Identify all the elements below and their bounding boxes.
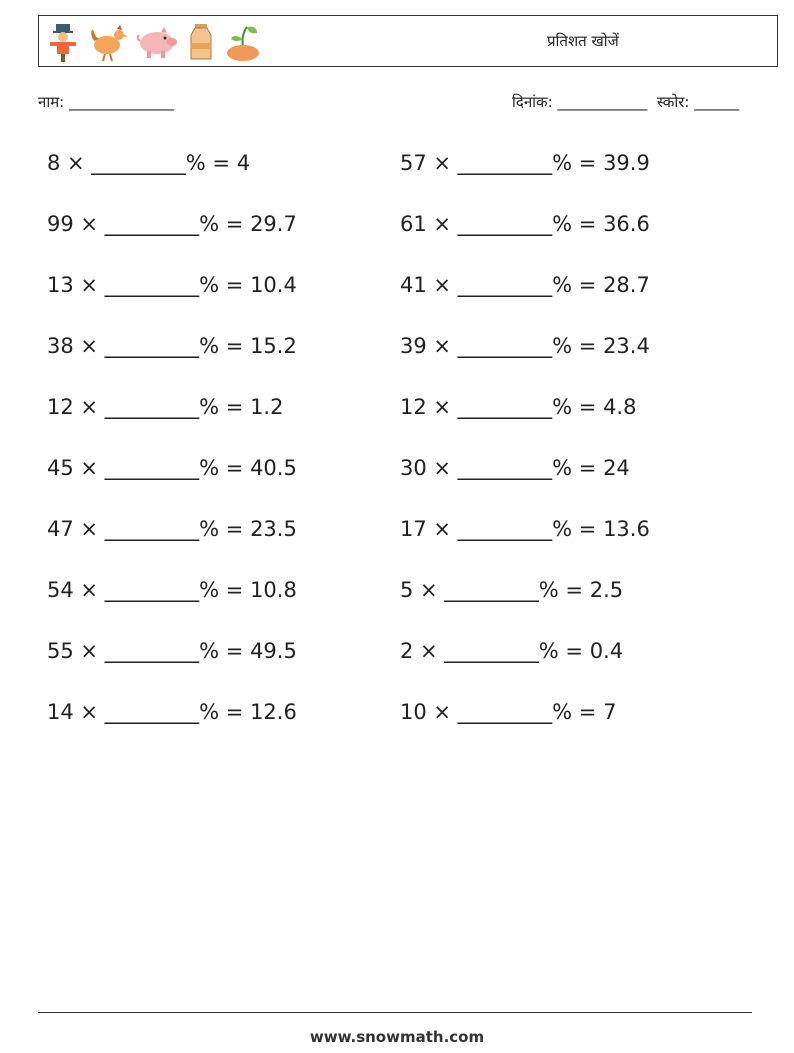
problem-left-2: 99 × _________% = 29.7 xyxy=(47,212,297,236)
problem-right-2: 61 × _________% = 36.6 xyxy=(400,212,650,236)
problem-left-1: 8 × _________% = 4 xyxy=(47,151,251,175)
problem-left-4: 38 × _________% = 15.2 xyxy=(47,334,297,358)
problem-left-3: 13 × _________% = 10.4 xyxy=(47,273,297,297)
pig-icon xyxy=(135,21,179,63)
score-label: स्कोर: xyxy=(656,93,690,111)
problem-left-9: 55 × _________% = 49.5 xyxy=(47,639,297,663)
problem-right-6: 30 × _________% = 24 xyxy=(400,456,630,480)
name-field xyxy=(38,92,174,112)
scarecrow-icon xyxy=(45,21,81,63)
name-label: नाम: xyxy=(38,93,65,111)
problem-right-9: 2 × _________% = 0.4 xyxy=(400,639,624,663)
date-blank: ____________ xyxy=(557,93,648,111)
worksheet-header xyxy=(38,15,778,67)
problem-left-5: 12 × _________% = 1.2 xyxy=(47,395,284,419)
date-score-field xyxy=(512,92,739,112)
header-icons xyxy=(45,20,263,64)
footer-site: www.snowmath.com xyxy=(309,1028,485,1046)
score-blank: ______ xyxy=(694,93,740,111)
worksheet-title: प्रतिशत खोजें xyxy=(547,32,619,50)
name-blank: ______________ xyxy=(69,93,175,111)
milk-jug-icon xyxy=(185,21,217,63)
problem-right-4: 39 × _________% = 23.4 xyxy=(400,334,650,358)
problem-left-6: 45 × _________% = 40.5 xyxy=(47,456,297,480)
problem-left-10: 14 × _________% = 12.6 xyxy=(47,700,297,724)
rooster-icon xyxy=(87,21,129,63)
date-label: दिनांक: xyxy=(512,93,553,111)
sprout-icon xyxy=(223,21,263,63)
problem-right-10: 10 × _________% = 7 xyxy=(400,700,617,724)
problem-right-3: 41 × _________% = 28.7 xyxy=(400,273,650,297)
problem-right-1: 57 × _________% = 39.9 xyxy=(400,151,650,175)
problem-right-5: 12 × _________% = 4.8 xyxy=(400,395,637,419)
problem-left-7: 47 × _________% = 23.5 xyxy=(47,517,297,541)
problem-left-8: 54 × _________% = 10.8 xyxy=(47,578,297,602)
problem-right-8: 5 × _________% = 2.5 xyxy=(400,578,624,602)
problem-right-7: 17 × _________% = 13.6 xyxy=(400,517,650,541)
footer-divider xyxy=(38,1012,752,1013)
